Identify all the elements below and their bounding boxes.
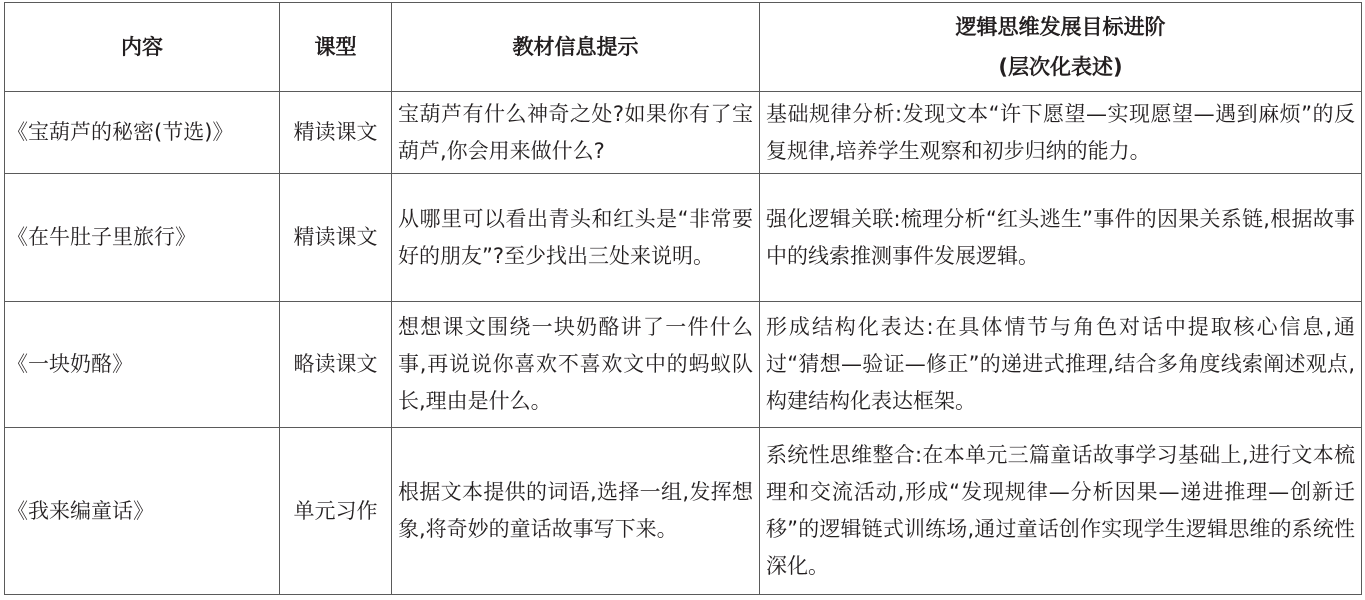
- header-goal-line2: (层次化表述): [998, 55, 1123, 79]
- cell-hint: 宝葫芦有什么神奇之处?如果你有了宝葫芦,你会用来做什么?: [392, 92, 760, 174]
- cell-goal: 形成结构化表达:在具体情节与角色对话中提取核心信息,通过“猜想—验证—修正”的递进式推理,结合多角度线索阐述观点,构建结构化表达框架。: [760, 302, 1362, 428]
- cell-content: 《一块奶酪》: [5, 302, 280, 428]
- table-header-row: [5, 3, 1362, 92]
- cell-type: 略读课文: [280, 302, 392, 428]
- cell-content: 《我来编童话》: [5, 428, 280, 595]
- table-row: [5, 92, 1362, 174]
- header-content: 内容: [5, 3, 280, 92]
- cell-hint: 从哪里可以看出青头和红头是“非常要好的朋友”?至少找出三处来说明。: [392, 174, 760, 302]
- cell-goal: 基础规律分析:发现文本“许下愿望—实现愿望—遇到麻烦”的反复规律,培养学生观察和初步归纳的能力。: [760, 92, 1362, 174]
- header-goal-line1: 逻辑思维发展目标进阶: [955, 15, 1166, 39]
- cell-content: 《在牛肚子里旅行》: [5, 174, 280, 302]
- cell-type: 精读课文: [280, 92, 392, 174]
- cell-goal: 强化逻辑关联:梳理分析“红头逃生”事件的因果关系链,根据故事中的线索推测事件发展逻辑。: [760, 174, 1362, 302]
- cell-type: 单元习作: [280, 428, 392, 595]
- table-row: [5, 428, 1362, 595]
- cell-hint: 根据文本提供的词语,选择一组,发挥想象,将奇妙的童话故事写下来。: [392, 428, 760, 595]
- document-page: [4, 2, 1362, 595]
- cell-goal: 系统性思维整合:在本单元三篇童话故事学习基础上,进行文本梳理和交流活动,形成“发现规律—分析因果—递进推理—创新迁移”的逻辑链式训练场,通过童话创作实现学生逻辑思维的系统性深化。: [760, 428, 1362, 595]
- lesson-table: [4, 2, 1362, 595]
- cell-type: 精读课文: [280, 174, 392, 302]
- header-type: 课型: [280, 3, 392, 92]
- table-row: [5, 174, 1362, 302]
- cell-content: 《宝葫芦的秘密(节选)》: [5, 92, 280, 174]
- header-goal: [760, 3, 1362, 92]
- header-hint: 教材信息提示: [392, 3, 760, 92]
- table-row: [5, 302, 1362, 428]
- cell-hint: 想想课文围绕一块奶酪讲了一件什么事,再说说你喜欢不喜欢文中的蚂蚁队长,理由是什么。: [392, 302, 760, 428]
